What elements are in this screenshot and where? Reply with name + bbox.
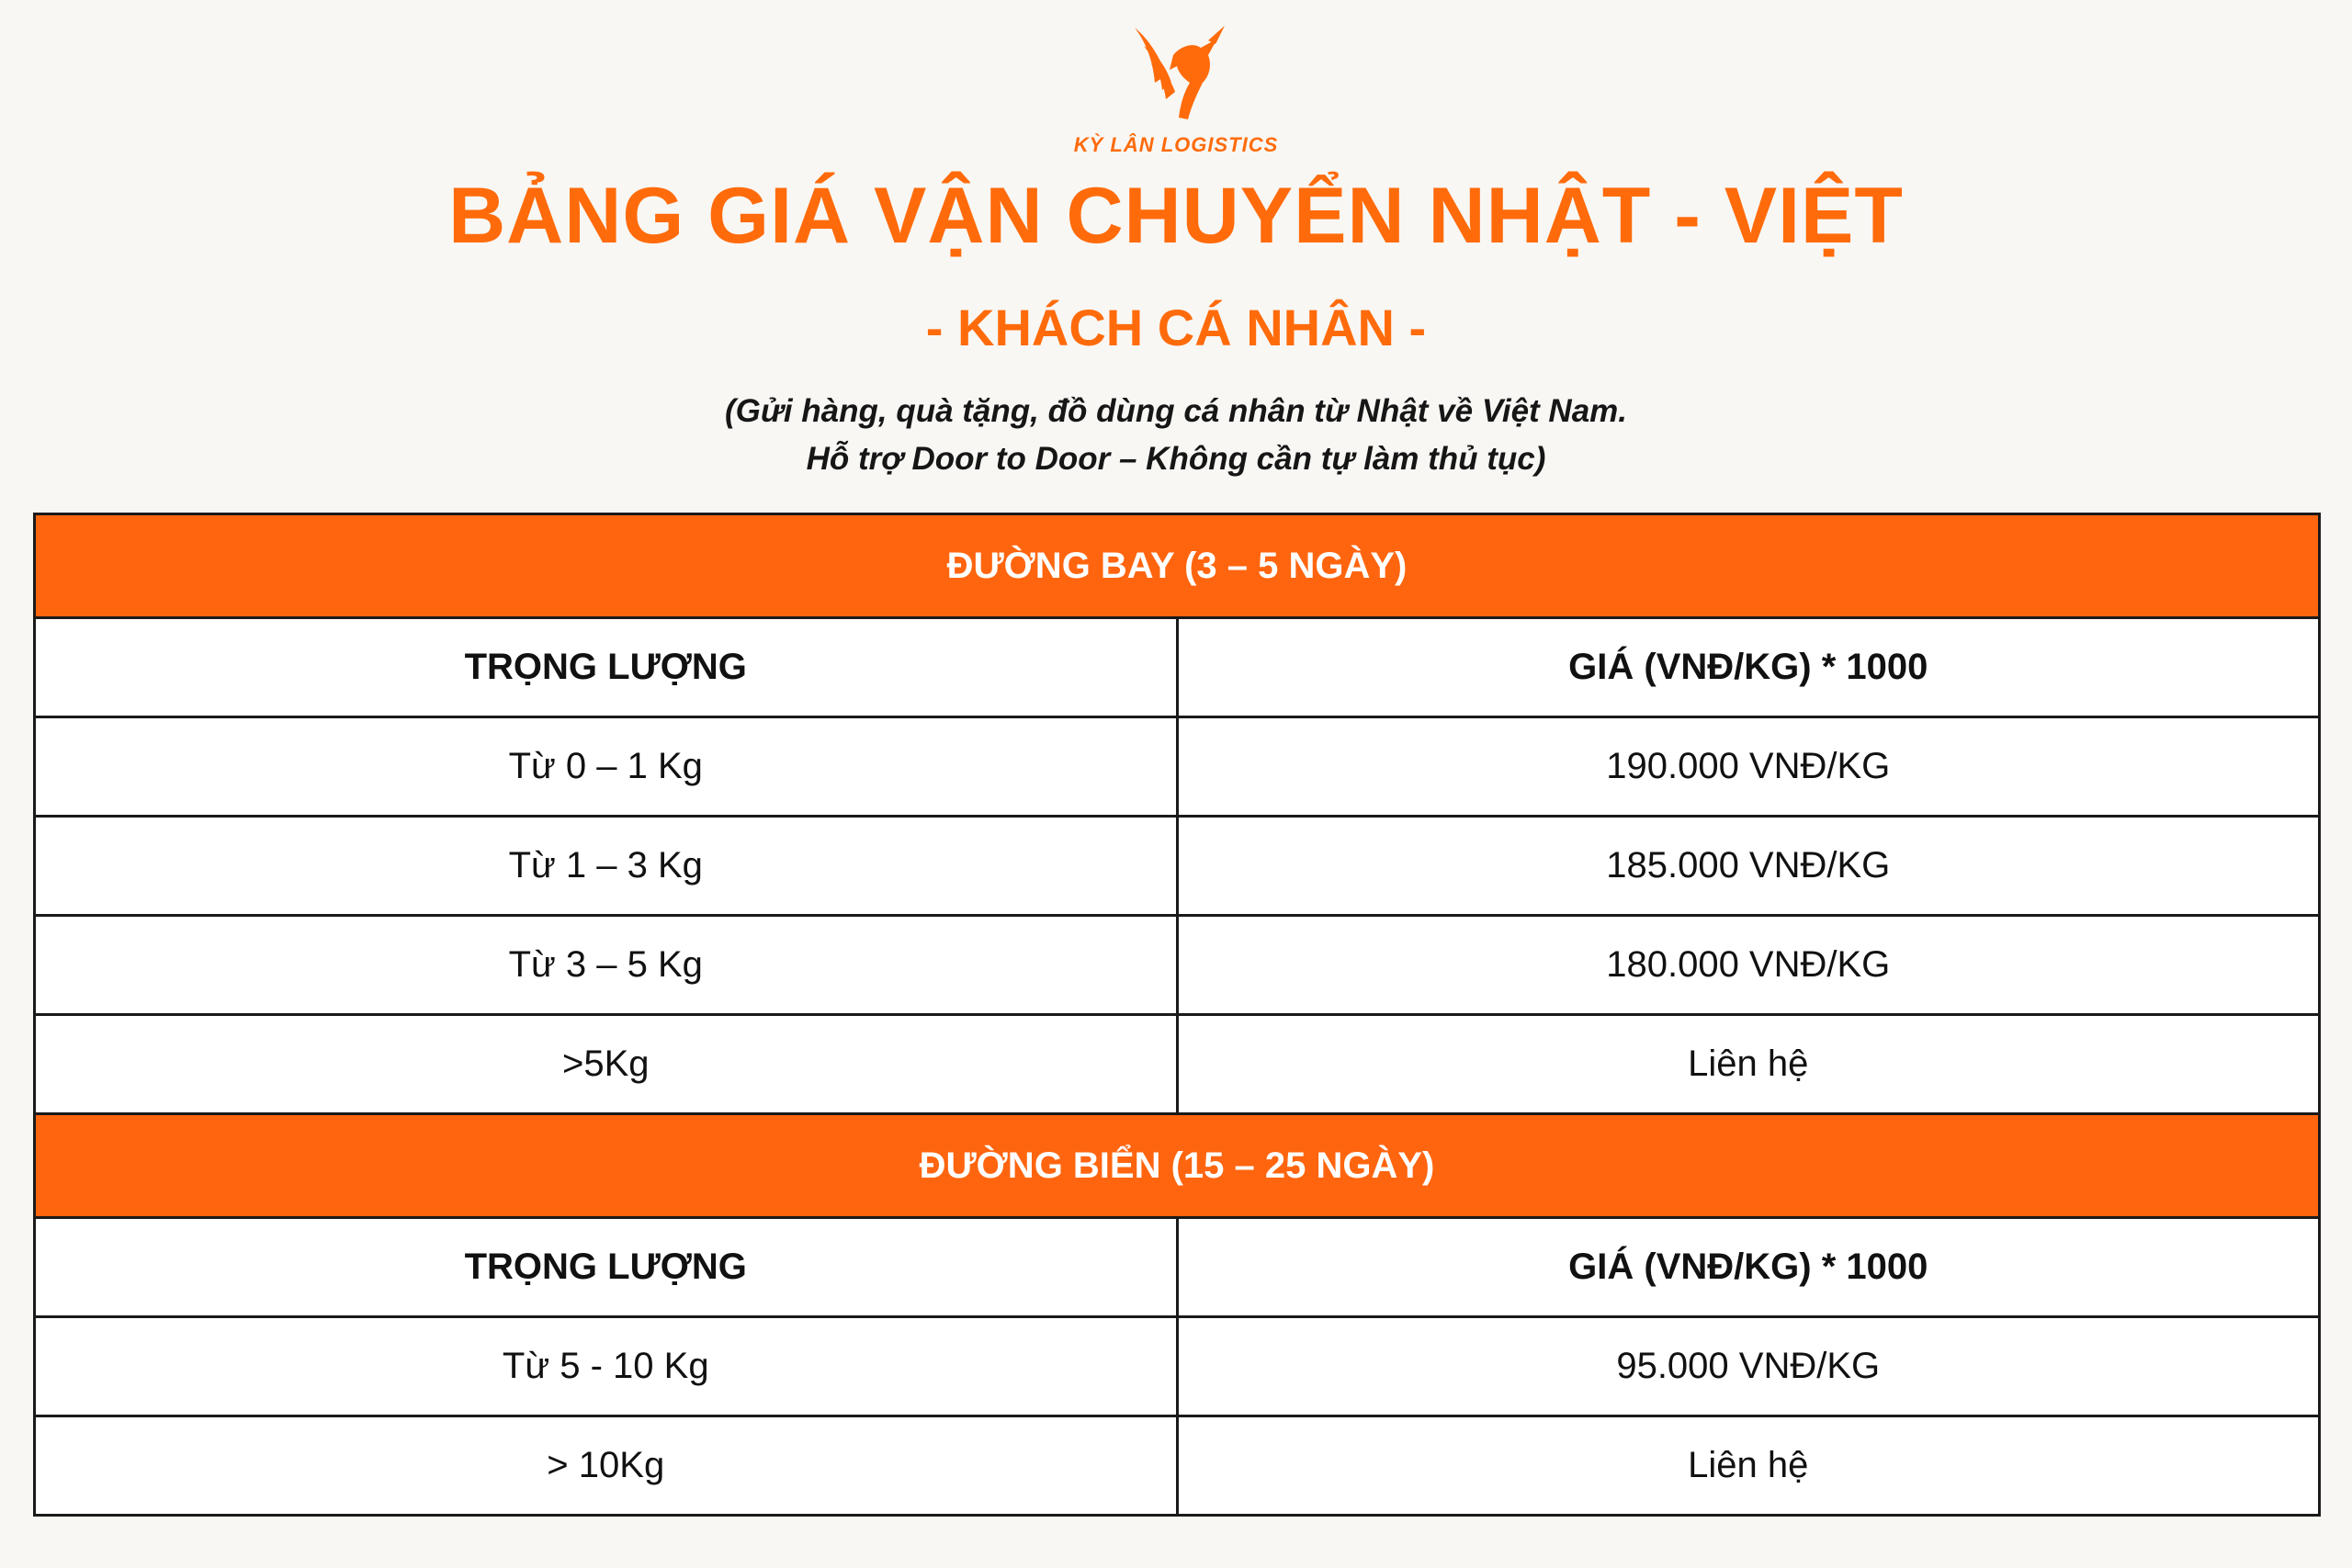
brand-name: KỲ LÂN LOGISTICS [1073, 133, 1279, 156]
price-column-header: GIÁ (VNĐ/KG) * 1000 [1177, 1218, 2320, 1317]
service-note-line: Hỗ trợ Door to Door – Không cần tự làm thủ tục) [806, 441, 1546, 477]
price-table [33, 513, 2321, 1517]
air-section-title: ĐƯỜNG BAY (3 – 5 NGÀY) [35, 514, 2320, 618]
table-row [35, 717, 2320, 817]
price-cell: Liên hệ [1177, 1015, 2320, 1114]
price-cell: 180.000 VNĐ/KG [1177, 916, 2320, 1015]
table-row [35, 1317, 2320, 1416]
table-row [35, 1416, 2320, 1516]
weight-column-header: TRỌNG LƯỢNG [35, 1218, 1178, 1317]
air-column-headers [35, 618, 2320, 717]
weight-cell: >5Kg [35, 1015, 1178, 1114]
weight-cell: > 10Kg [35, 1416, 1178, 1516]
price-column-header: GIÁ (VNĐ/KG) * 1000 [1177, 618, 2320, 717]
service-note [0, 388, 2352, 483]
page-subtitle: - KHÁCH CÁ NHÂN - [925, 299, 1427, 356]
weight-cell: Từ 3 – 5 Kg [35, 916, 1178, 1015]
price-cell: 95.000 VNĐ/KG [1177, 1317, 2320, 1416]
sea-column-headers [35, 1218, 2320, 1317]
air-section-header [35, 514, 2320, 618]
sea-section-title: ĐƯỜNG BIỂN (15 – 25 NGÀY) [35, 1114, 2320, 1218]
page-title: BẢNG GIÁ VẬN CHUYỂN NHẬT - VIỆT [448, 172, 1904, 260]
table-row [35, 1015, 2320, 1114]
price-cell: 185.000 VNĐ/KG [1177, 817, 2320, 916]
weight-cell: Từ 0 – 1 Kg [35, 717, 1178, 817]
table-row [35, 817, 2320, 916]
price-cell: 190.000 VNĐ/KG [1177, 717, 2320, 817]
weight-column-header: TRỌNG LƯỢNG [35, 618, 1178, 717]
sea-section-header [35, 1114, 2320, 1218]
weight-cell: Từ 1 – 3 Kg [35, 817, 1178, 916]
weight-cell: Từ 5 - 10 Kg [35, 1317, 1178, 1416]
brand-logo [1011, 18, 1341, 157]
table-row [35, 916, 2320, 1015]
pegasus-icon [1116, 18, 1236, 124]
price-cell: Liên hệ [1177, 1416, 2320, 1516]
service-note-line: (Gửi hàng, quà tặng, đồ dùng cá nhân từ Nhật về Việt Nam. [724, 393, 1628, 429]
